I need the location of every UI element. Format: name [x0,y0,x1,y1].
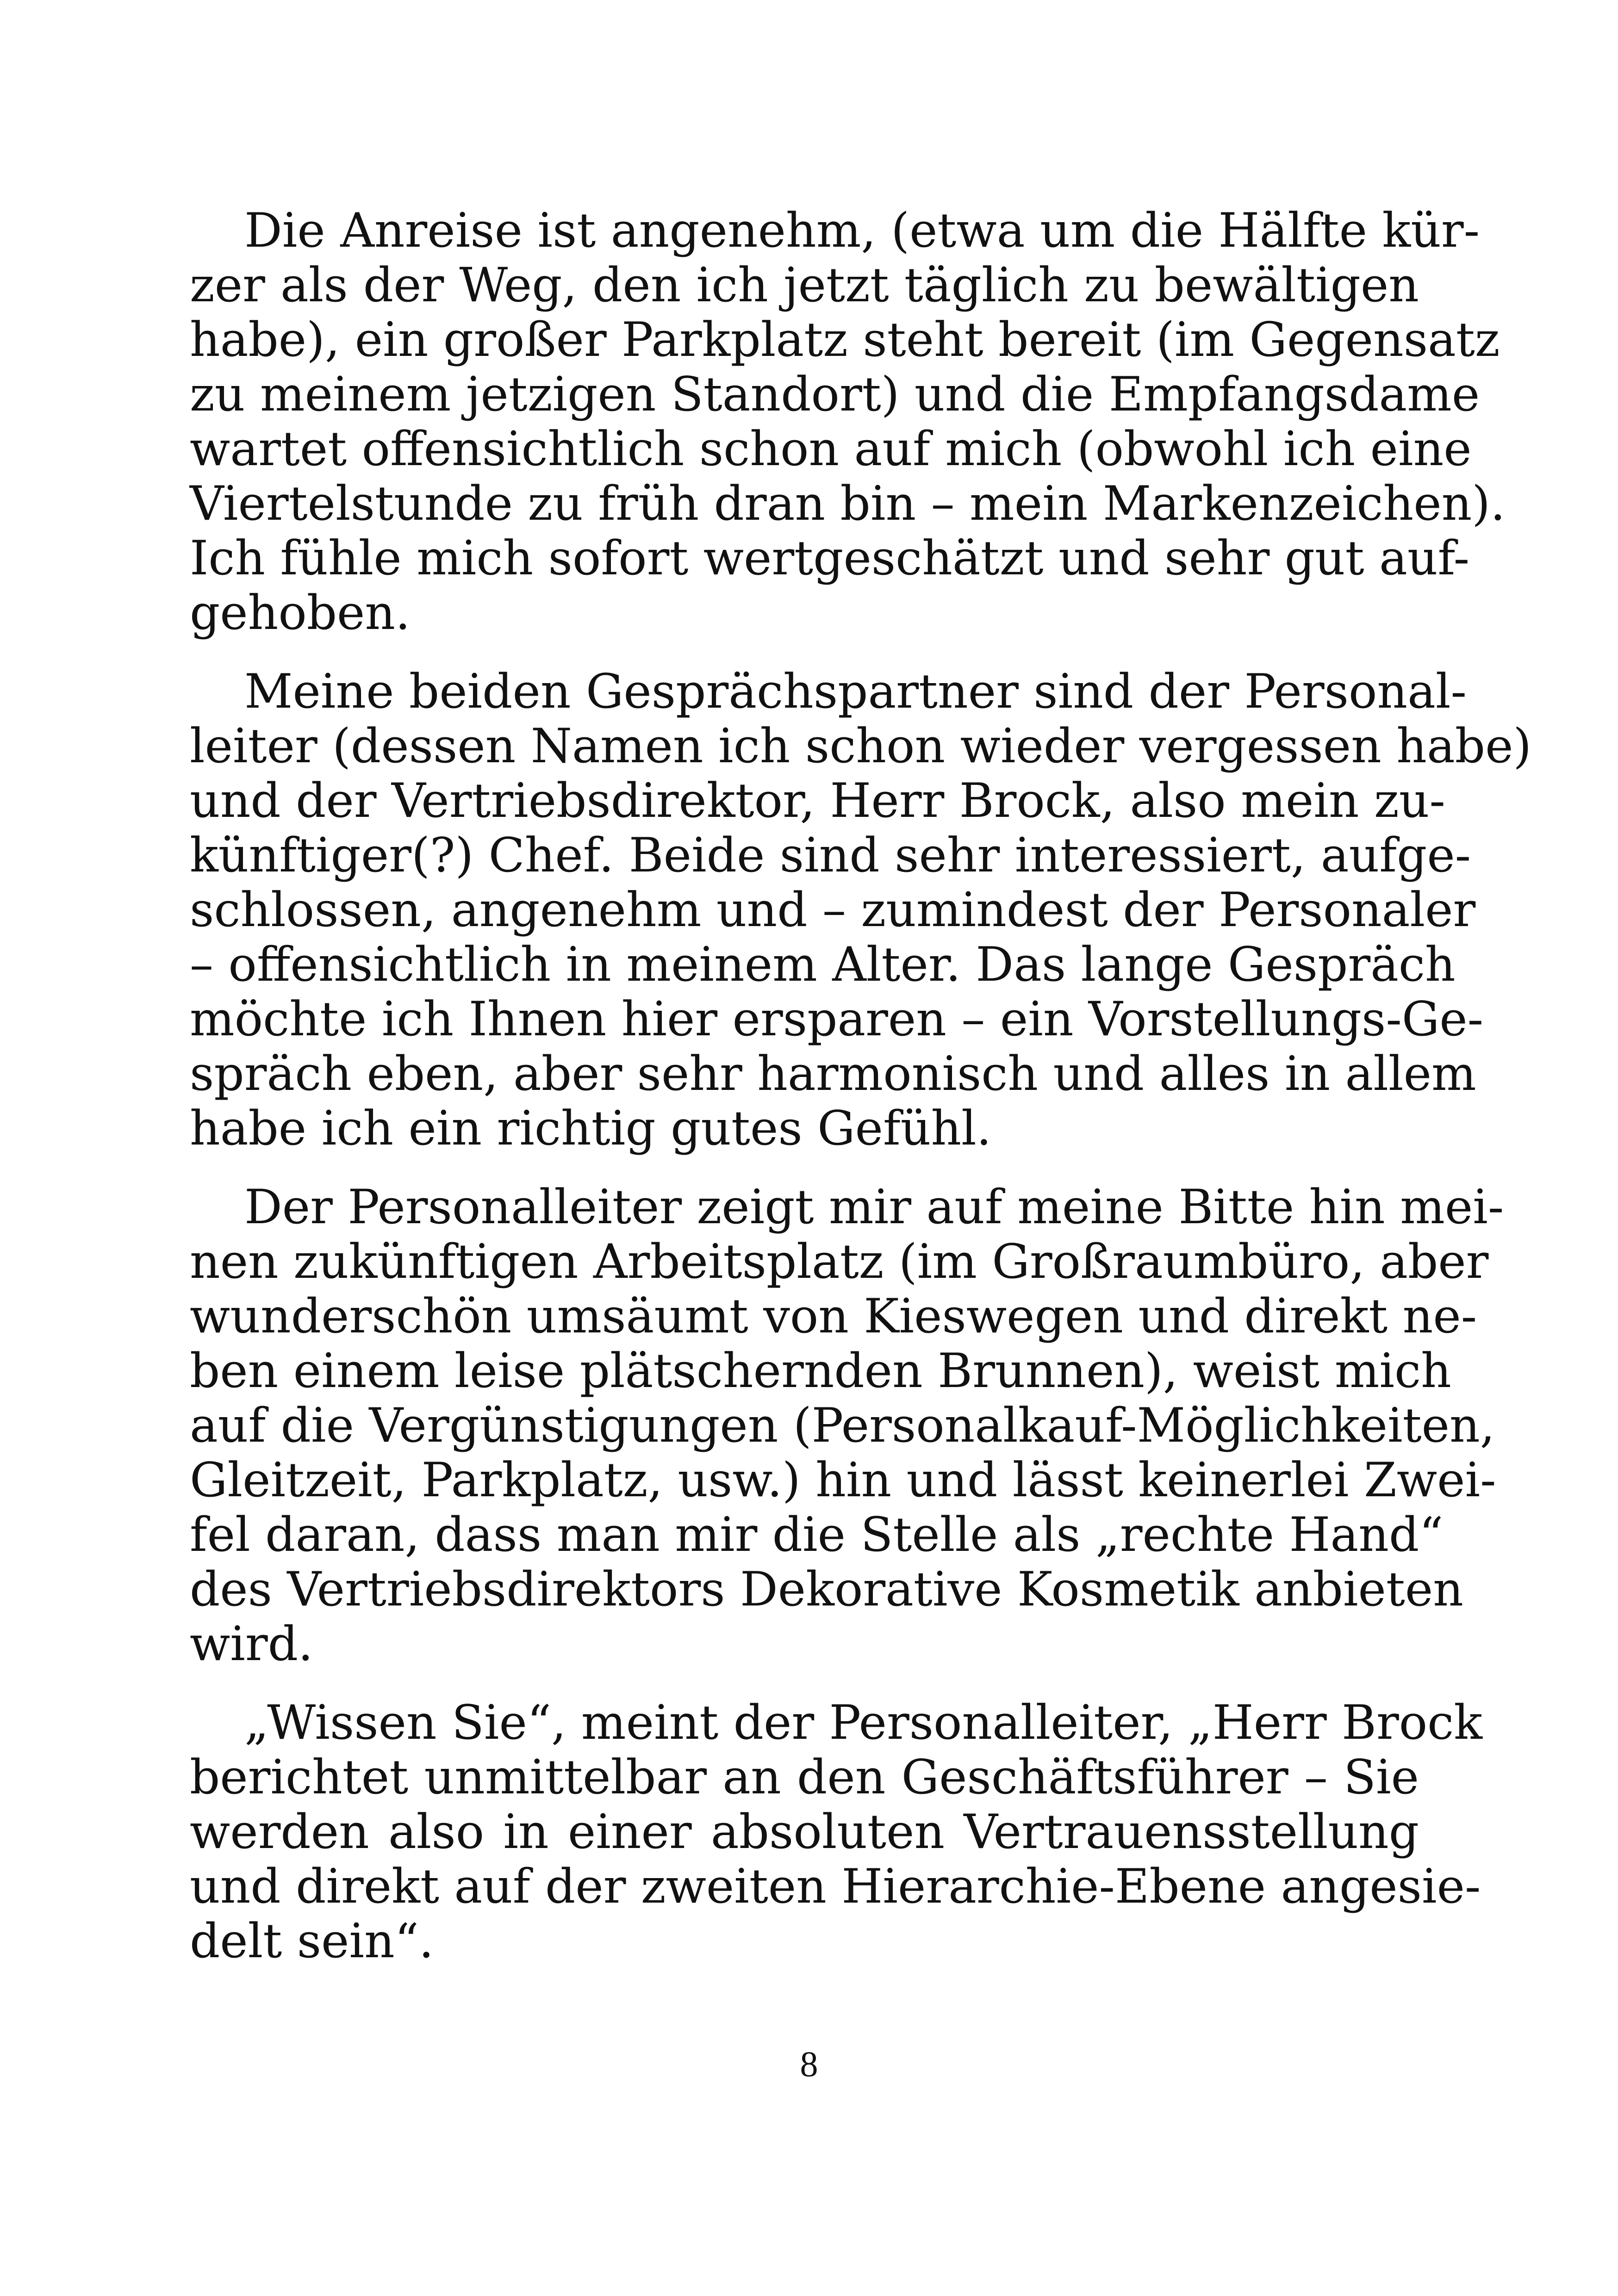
paragraph-4 [190,1695,1483,1969]
paragraph-1 [190,203,1506,641]
text-line: zu meinem jetzigen Standort) und die Empfangsdame [190,367,1480,422]
text-line: Gleitzeit, Parkplatz, usw.) hin und lässt keinerlei Zwei- [190,1453,1496,1508]
text-line: und der Vertriebsdirektor, Herr Brock, also mein zu- [190,773,1445,828]
body-text [190,203,1532,1993]
text-line: und direkt auf der zweiten Hierarchie-Ebene angesie- [190,1859,1481,1914]
text-line: – offensichtlich in meinem Alter. Das lange Gespräch [190,937,1456,992]
text-line: Die Anreise ist angenehm, (etwa um die Hälfte kür- [244,203,1480,258]
text-line: werden also in einer absoluten Vertrauensstellung [190,1804,1419,1860]
text-line: Der Personalleiter zeigt mir auf meine Bitte hin mei- [244,1180,1504,1235]
text-line: gehoben. [190,585,411,641]
text-line: Viertelstunde zu früh dran bin – mein Markenzeichen). [190,476,1506,531]
text-line: spräch eben, aber sehr harmonisch und alles in allem [190,1046,1476,1101]
text-line: zer als der Weg, den ich jetzt täglich zu bewältigen [190,258,1419,313]
text-line: nen zukünftigen Arbeitsplatz (im Großraumbüro, aber [190,1234,1489,1289]
text-line: Ich fühle mich sofort wertgeschätzt und sehr gut auf- [190,531,1470,586]
text-line: wird. [190,1617,313,1672]
page-number: 8 [800,2044,818,2084]
text-line: wunderschön umsäumt von Kieswegen und direkt ne- [190,1289,1477,1344]
text-line: künftiger(?) Chef. Beide sind sehr interessiert, aufge- [190,828,1471,883]
text-line: möchte ich Ihnen hier ersparen – ein Vorstellungs-Ge- [190,992,1484,1047]
text-line: des Vertriebsdirektors Dekorative Kosmetik anbieten [190,1562,1463,1617]
text-line: fel daran, dass man mir die Stelle als „rechte Hand“ [190,1507,1444,1562]
text-line: Meine beiden Gesprächspartner sind der Personal- [244,664,1467,719]
text-line: habe), ein großer Parkplatz steht bereit (im Gegensatz [190,312,1500,367]
text-line: habe ich ein richtig gutes Gefühl. [190,1101,992,1156]
text-line: berichtet unmittelbar an den Geschäftsführer – Sie [190,1750,1419,1805]
text-line: „Wissen Sie“, meint der Personalleiter, „Herr Brock [244,1695,1483,1750]
text-line: delt sein“. [190,1914,434,1969]
paragraph-2 [190,664,1532,1156]
text-line: schlossen, angenehm und – zumindest der Personaler [190,883,1476,938]
text-line: auf die Vergünstigungen (Personalkauf-Möglichkeiten, [190,1398,1495,1453]
paragraph-3 [190,1180,1504,1672]
text-line: wartet offensichtlich schon auf mich (obwohl ich eine [190,422,1472,477]
text-line: leiter (dessen Namen ich schon wieder vergessen habe) [190,719,1532,774]
text-line: ben einem leise plätschernden Brunnen), weist mich [190,1344,1451,1399]
